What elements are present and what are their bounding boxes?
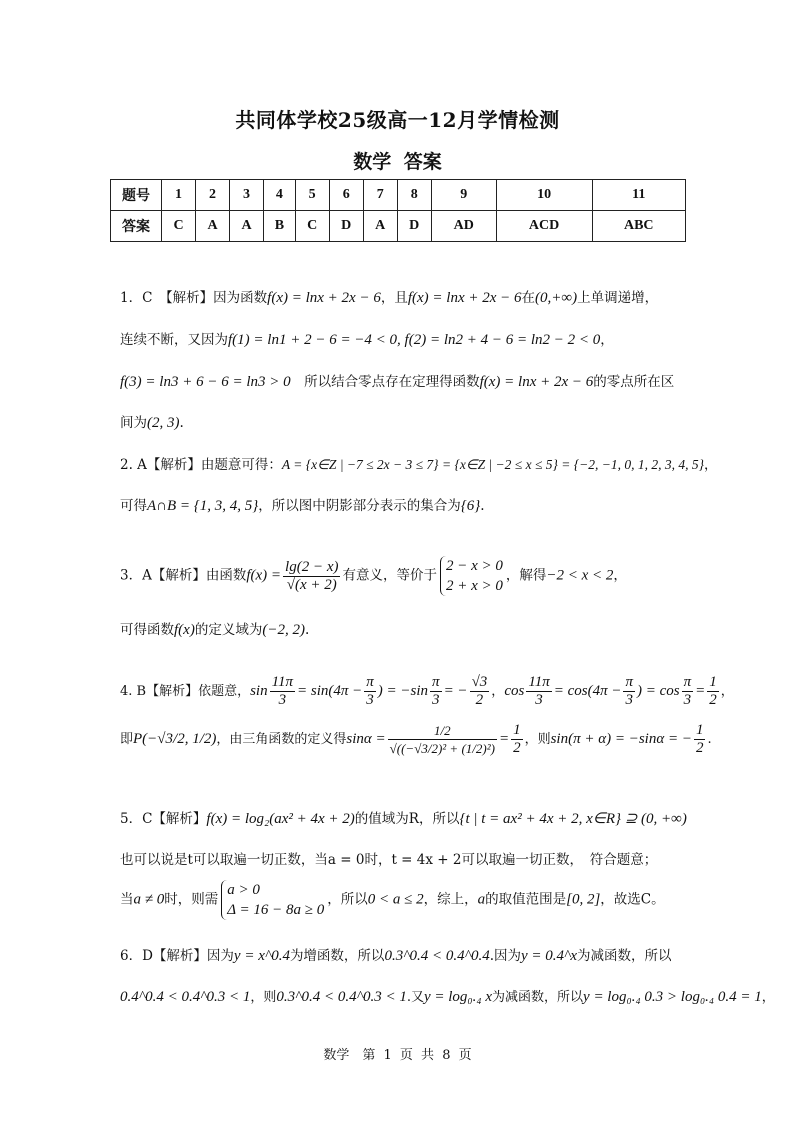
math: y = x^0.4 [233, 948, 290, 964]
question-number: 3 [230, 180, 264, 211]
text: ，由三角函数的定义得 [216, 732, 347, 747]
question-number: 8 [397, 180, 431, 211]
text: 3．A【解析】由函数 [120, 567, 247, 584]
math: A∩B = {1, 3, 4, 5} [147, 498, 259, 514]
text: 5．C【解析】 [120, 811, 207, 827]
math: f(1) = ln1 + 2 − 6 = −4 < 0, f(2) = ln2 + 4 − 6 = ln2 − 2 < 0 [228, 332, 601, 348]
answer-cell: D [397, 211, 431, 242]
condition: Δ = 16 − 8a ≥ 0 [227, 902, 325, 918]
text: 4. B【解析】依题意， [120, 684, 251, 699]
math: 0 < a ≤ 2 [367, 891, 424, 908]
math: (2, 3) [147, 415, 180, 431]
text: 6．D【解析】因为 [120, 948, 234, 964]
text: 可得 [120, 498, 147, 514]
text: 时，则需 [164, 891, 219, 908]
math: = [498, 731, 510, 747]
math: (0,+∞) [535, 290, 578, 306]
numerator: π [432, 674, 440, 690]
numerator: 1 [513, 722, 521, 738]
question-number: 6 [329, 180, 363, 211]
math: = − [443, 683, 468, 699]
denominator: 3 [278, 692, 287, 708]
text: 2. A【解析】由题意可得： [120, 457, 282, 473]
text: 的值域为R，所以 [354, 811, 460, 827]
solution-1-line-4 [120, 411, 184, 432]
answer-table-answer-label: 答案 [111, 211, 162, 242]
text: 上单调递增， [577, 290, 659, 306]
numerator: 1 [695, 722, 704, 738]
answer-cell: C [295, 211, 329, 242]
math: f(3) = ln3 + 6 − 6 = ln3 > 0 [120, 374, 291, 390]
math: 0.3^0.4 < 0.4^0.3 < 1 [276, 989, 407, 1005]
solution-5-line-2: 也可以说是t可以取遍一切正数，当a = 0时，t = 4x + 2可以取遍一切正数， 符合题意； [120, 852, 658, 868]
system-of-inequalities [440, 556, 503, 596]
math: [0, 2] [566, 891, 601, 908]
solution-5-line-1 [120, 807, 687, 828]
denominator: 3 [535, 692, 543, 708]
answer-cell: B [264, 211, 296, 242]
condition: a > 0 [227, 882, 260, 898]
math: sin(π + α) = −sinα = − [550, 731, 692, 747]
text: 连续不断，又因为 [120, 332, 228, 348]
page-title: 共同体学校25级高一12月学情检测 [235, 108, 560, 132]
text: 的定义域为 [194, 622, 263, 638]
math: a ≠ 0 [133, 891, 165, 908]
numerator: π [625, 674, 633, 690]
denominator: √((−√3/2)² + (1/2)²) [389, 741, 495, 756]
question-number: 11 [592, 180, 686, 211]
numerator: 1/2 [388, 722, 497, 740]
denominator: 3 [366, 692, 374, 708]
fraction [707, 674, 719, 709]
answer-table-header-label: 题号 [111, 180, 162, 211]
math: f(x) [174, 622, 195, 638]
text: 即 [120, 732, 134, 747]
math: 0.3^0.4 < 0.4^0.4 [384, 948, 490, 964]
fraction [270, 674, 295, 709]
question-number: 10 [496, 180, 592, 211]
question-number: 9 [431, 180, 496, 211]
math: a [477, 891, 486, 908]
denominator: 3 [432, 692, 440, 708]
math: A = {x∈Z | −7 ≤ 2x − 3 ≤ 7} = {x∈Z | −2 ≤ x ≤ 5} = {−2, −1, 0, 1, 2, 3, 4, 5} [281, 457, 705, 472]
solution-6-line-2 [120, 986, 775, 1006]
question-number: 2 [196, 180, 230, 211]
solution-1-line-2 [120, 328, 614, 349]
solution-3-line-2 [120, 618, 309, 639]
text: . [179, 415, 184, 431]
denominator: 3 [625, 692, 633, 708]
text: ，综上， [423, 891, 478, 908]
solution-2-line-2 [120, 494, 485, 515]
text: 为减函数，所以 [577, 948, 672, 964]
text: ，故选C。 [600, 891, 665, 908]
answer-cell: ACD [496, 211, 592, 242]
solution-3-line-1 [120, 556, 627, 596]
text: 1．C 【解析】因为函数 [120, 290, 268, 306]
denominator: 2 [695, 740, 704, 756]
math: y = log₀.₄ 0.3 > log₀.₄ 0.4 = 1 [583, 989, 762, 1005]
answer-cell: C [162, 211, 196, 242]
math: = cos(4π − [553, 683, 622, 699]
text: ，解得 [505, 567, 547, 584]
fraction [682, 674, 694, 709]
text: 在 [521, 290, 536, 306]
math: {t | t = ax² + 4x + 2, x∈R} ⊇ (0, +∞) [459, 811, 687, 827]
text: ， [491, 684, 505, 699]
fraction [526, 674, 551, 709]
text: ，且 [380, 290, 408, 306]
math: f(x) = lnx + 2x − 6 [407, 290, 522, 306]
math: P(−√3/2, 1/2) [133, 731, 217, 747]
math: (−2, 2) [262, 622, 305, 638]
page-footer: 数学 第 1 页 共 8 页 [323, 1048, 472, 1063]
text: 有意义，等价于 [342, 567, 437, 584]
text: 的零点所在区 [593, 374, 675, 390]
answer-cell: A [196, 211, 230, 242]
text: 所以结合零点存在定理得函数 [290, 374, 480, 390]
solution-4-line-1 [120, 674, 734, 709]
answer-cell: A [363, 211, 397, 242]
math: ) = cos [636, 683, 680, 699]
text: ， [704, 457, 718, 473]
text: ， [720, 684, 734, 699]
fraction [283, 559, 340, 594]
question-number: 5 [295, 180, 329, 211]
text: ， [761, 990, 775, 1005]
text: 的取值范围是 [485, 891, 567, 908]
fraction [388, 722, 497, 757]
condition: 2 + x > 0 [445, 578, 503, 594]
denominator: 2 [513, 740, 521, 756]
denominator: 2 [709, 692, 717, 708]
answer-cell: A [230, 211, 264, 242]
math: f(x) = [246, 567, 282, 584]
denominator: √(x + 2) [286, 576, 337, 593]
text: . [304, 622, 310, 638]
question-number: 4 [264, 180, 296, 211]
text: ， [600, 332, 614, 348]
solution-1-line-1 [120, 286, 658, 307]
answer-table-number-row [111, 180, 686, 211]
solution-1-line-3 [120, 370, 674, 391]
text: 可得函数 [120, 622, 174, 638]
answer-cell: AD [431, 211, 496, 242]
fraction [430, 674, 442, 709]
solution-4-line-2 [120, 722, 712, 757]
answer-cell: D [329, 211, 363, 242]
text: ，则 [250, 990, 277, 1005]
text: ， [613, 567, 627, 584]
text: ，所以图中阴影部分表示的集合为 [258, 498, 461, 514]
math: {6} [460, 498, 481, 514]
text: ，所以 [327, 891, 368, 908]
fraction [364, 674, 376, 709]
numerator: 11π [271, 674, 294, 690]
solution-2-line-1 [120, 453, 718, 473]
text: 当 [120, 891, 134, 908]
page-subtitle: 数学 答案 [353, 151, 442, 173]
numerator: √3 [471, 674, 488, 690]
fraction [694, 722, 706, 757]
denominator: 2 [475, 692, 484, 708]
math: = [695, 683, 706, 699]
numerator: π [366, 674, 374, 690]
question-number: 7 [363, 180, 397, 211]
math: f(x) = log₂(ax² + 4x + 2) [206, 811, 355, 827]
text: 为增函数，所以 [289, 948, 385, 964]
text: 间为 [120, 415, 147, 431]
math: −2 < x < 2 [546, 567, 614, 584]
text: . [707, 732, 712, 747]
answer-cell: ABC [592, 211, 686, 242]
fraction [511, 722, 523, 757]
solution-6-line-1 [120, 944, 672, 965]
answer-table [110, 179, 686, 242]
math: cos [504, 683, 525, 699]
math: sinα = [346, 731, 386, 747]
answer-table-answer-row [111, 211, 686, 242]
numerator: lg(2 − x) [285, 558, 339, 575]
solution-5-line-3 [120, 880, 665, 920]
math: sin [250, 683, 268, 699]
math: f(x) = lnx + 2x − 6 [267, 290, 381, 306]
math: y = log₀.₄ x [423, 989, 493, 1005]
denominator: 3 [683, 692, 692, 708]
math: = sin(4π − [297, 683, 363, 699]
system-of-inequalities [221, 880, 324, 920]
math: y = 0.4^x [521, 948, 578, 964]
fraction [470, 674, 490, 709]
text: .因为 [489, 948, 522, 964]
text: 为减函数，所以 [492, 990, 584, 1005]
fraction [623, 674, 635, 709]
text: . [480, 498, 485, 514]
math: ) = −sin [377, 683, 429, 699]
text: .又 [406, 990, 424, 1005]
numerator: 11π [528, 674, 550, 690]
math: f(x) = lnx + 2x − 6 [479, 374, 594, 390]
numerator: 1 [709, 674, 717, 690]
numerator: π [683, 674, 692, 690]
math: 0.4^0.4 < 0.4^0.3 < 1 [120, 989, 251, 1005]
condition: 2 − x > 0 [445, 558, 503, 574]
text: ，则 [524, 732, 551, 747]
question-number: 1 [162, 180, 196, 211]
